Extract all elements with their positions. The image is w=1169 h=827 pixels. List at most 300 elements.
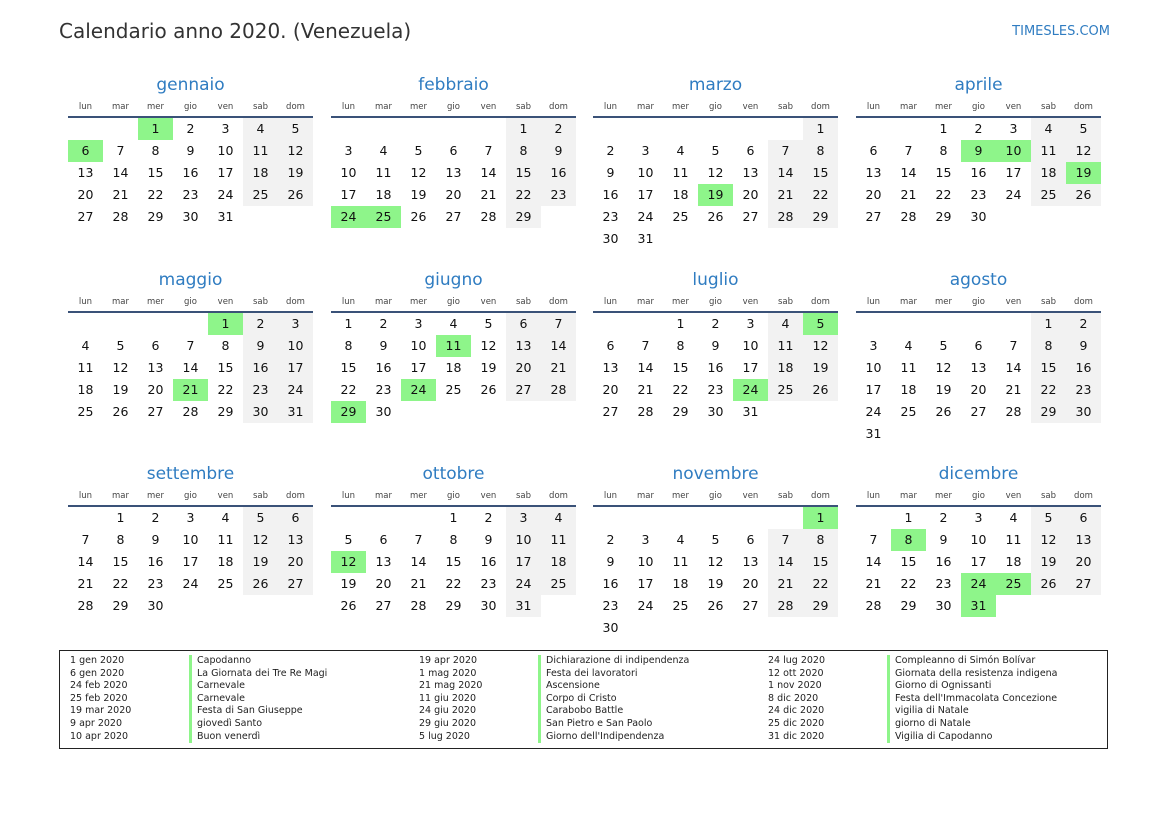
day-cell: 10 xyxy=(865,360,882,375)
day-cell: 19 xyxy=(243,551,278,573)
day-cell: 12 xyxy=(935,360,952,375)
day-cell: 29 xyxy=(935,209,952,224)
day-cell: 14 xyxy=(865,554,882,569)
day-cell: 15 xyxy=(445,554,462,569)
day-cell: 28 xyxy=(541,379,576,401)
weekday-label: lun xyxy=(341,491,356,501)
day-cell: 12 xyxy=(707,554,724,569)
day-cell: 6 xyxy=(151,338,160,353)
day-cell: 25 xyxy=(243,184,278,206)
day-cell: 10 xyxy=(742,338,759,353)
day-cell: 8 xyxy=(449,532,458,547)
day-cell: 10 xyxy=(996,140,1031,162)
week-row xyxy=(856,313,1101,335)
day-cell: 7 xyxy=(116,143,125,158)
empty-cell xyxy=(243,595,278,617)
day-cell: 28 xyxy=(77,598,94,613)
weekday-label: lun xyxy=(603,102,618,112)
weekday-label: dom xyxy=(811,297,830,307)
day-cell: 8 xyxy=(344,338,353,353)
day-cell: 7 xyxy=(869,532,878,547)
week-row xyxy=(593,184,838,206)
day-cell: 20 xyxy=(77,187,94,202)
empty-cell xyxy=(471,401,506,423)
week-row xyxy=(331,379,576,401)
day-cell: 6 xyxy=(869,143,878,158)
day-cell: 2 xyxy=(484,510,493,525)
empty-cell xyxy=(856,118,891,140)
holiday-name: Giorno di Ognissanti xyxy=(887,680,1107,693)
month-gennaio xyxy=(68,74,313,228)
empty-cell xyxy=(173,313,208,335)
day-cell: 9 xyxy=(151,532,160,547)
week-row xyxy=(593,335,838,357)
week-row xyxy=(68,140,313,162)
weekday-label: sab xyxy=(1040,491,1057,501)
weekday-label: gio xyxy=(709,102,722,112)
weekday-header xyxy=(331,293,576,311)
weekday-label: sab xyxy=(1040,297,1057,307)
day-cell: 7 xyxy=(768,529,803,551)
empty-cell xyxy=(593,118,628,140)
legend-group xyxy=(60,655,409,748)
weekday-label: mar xyxy=(375,297,392,307)
day-cell: 8 xyxy=(803,140,838,162)
empty-cell xyxy=(803,617,838,639)
week-row xyxy=(68,401,313,423)
day-cell: 7 xyxy=(541,313,576,335)
holiday-date: 12 ott 2020 xyxy=(768,667,824,679)
day-cell: 7 xyxy=(904,143,913,158)
day-cell: 10 xyxy=(217,143,234,158)
day-cell: 19 xyxy=(698,184,733,206)
day-cell: 3 xyxy=(221,121,230,136)
empty-cell xyxy=(436,118,471,140)
day-cell: 23 xyxy=(541,184,576,206)
empty-cell xyxy=(768,507,803,529)
week-row xyxy=(593,118,838,140)
month-luglio xyxy=(593,269,838,423)
day-cell: 29 xyxy=(217,404,234,419)
day-cell: 13 xyxy=(278,529,313,551)
day-cell: 20 xyxy=(1066,551,1101,573)
day-cell: 29 xyxy=(445,598,462,613)
weekday-label: mar xyxy=(375,102,392,112)
day-cell: 1 xyxy=(138,118,173,140)
holiday-date: 29 giu 2020 xyxy=(419,717,476,729)
holiday-date: 1 gen 2020 xyxy=(70,655,125,666)
weekday-label: gio xyxy=(184,491,197,501)
month-name: novembre xyxy=(672,464,759,484)
day-cell: 23 xyxy=(1066,379,1101,401)
holiday-name: Corpo di Cristo xyxy=(538,693,758,706)
day-cell: 15 xyxy=(340,360,357,375)
week-row xyxy=(331,595,576,617)
empty-cell xyxy=(733,507,768,529)
empty-cell xyxy=(331,118,366,140)
day-cell: 8 xyxy=(506,140,541,162)
day-cell: 14 xyxy=(900,165,917,180)
day-cell: 18 xyxy=(243,162,278,184)
day-cell: 25 xyxy=(996,573,1031,595)
day-cell: 6 xyxy=(606,338,615,353)
day-cell: 6 xyxy=(68,140,103,162)
weekday-label: dom xyxy=(549,102,568,112)
week-row xyxy=(68,184,313,206)
day-cell: 17 xyxy=(742,360,759,375)
weekday-label: ven xyxy=(480,297,497,307)
day-cell: 24 xyxy=(331,206,366,228)
empty-cell xyxy=(68,118,103,140)
weekday-label: mer xyxy=(146,491,164,501)
day-cell: 1 xyxy=(803,118,838,140)
weekday-label: ven xyxy=(1005,102,1022,112)
month-agosto xyxy=(856,269,1101,445)
holiday-date: 1 mag 2020 xyxy=(419,667,477,679)
day-cell: 26 xyxy=(112,404,129,419)
weekday-label: dom xyxy=(811,102,830,112)
day-cell: 18 xyxy=(672,576,689,591)
weekday-label: sab xyxy=(515,102,532,112)
empty-cell xyxy=(996,313,1031,335)
holiday-name: vigilia di Natale xyxy=(887,705,1107,718)
day-cell: 25 xyxy=(366,206,401,228)
day-cell: 4 xyxy=(768,313,803,335)
day-cell: 6 xyxy=(1066,507,1101,529)
holiday-date: 25 feb 2020 xyxy=(70,692,128,704)
empty-cell xyxy=(401,118,436,140)
week-row xyxy=(68,573,313,595)
day-cell: 13 xyxy=(865,165,882,180)
day-cell: 3 xyxy=(974,510,983,525)
week-row xyxy=(856,379,1101,401)
day-cell: 17 xyxy=(506,551,541,573)
week-row xyxy=(68,118,313,140)
week-row xyxy=(856,357,1101,379)
day-cell: 27 xyxy=(506,379,541,401)
day-cell: 9 xyxy=(961,140,996,162)
day-cell: 3 xyxy=(506,507,541,529)
week-row xyxy=(856,595,1101,617)
day-cell: 29 xyxy=(112,598,129,613)
weekday-label: lun xyxy=(603,297,618,307)
day-cell: 24 xyxy=(278,379,313,401)
day-cell: 16 xyxy=(480,554,497,569)
weekday-header xyxy=(856,98,1101,116)
empty-cell xyxy=(663,118,698,140)
month-giugno xyxy=(331,269,576,423)
weekday-label: mer xyxy=(671,102,689,112)
day-cell: 1 xyxy=(803,507,838,529)
day-cell: 12 xyxy=(1066,140,1101,162)
day-cell: 24 xyxy=(217,187,234,202)
holiday-name: giorno di Natale xyxy=(887,718,1107,731)
holiday-legend xyxy=(59,650,1108,749)
day-cell: 5 xyxy=(939,338,948,353)
day-cell: 24 xyxy=(401,379,436,401)
empty-cell xyxy=(593,507,628,529)
empty-cell xyxy=(768,617,803,639)
empty-cell xyxy=(541,401,576,423)
day-cell: 18 xyxy=(445,360,462,375)
day-cell: 27 xyxy=(77,209,94,224)
week-row xyxy=(68,313,313,335)
day-cell: 20 xyxy=(970,382,987,397)
day-cell: 7 xyxy=(484,143,493,158)
day-cell: 6 xyxy=(746,532,755,547)
legend-names xyxy=(526,655,758,748)
day-cell: 13 xyxy=(375,554,392,569)
day-cell: 19 xyxy=(1066,162,1101,184)
day-cell: 24 xyxy=(961,573,996,595)
weekday-label: mer xyxy=(146,297,164,307)
day-cell: 17 xyxy=(217,165,234,180)
weekday-label: ven xyxy=(480,491,497,501)
day-cell: 25 xyxy=(672,209,689,224)
day-cell: 26 xyxy=(278,184,313,206)
day-cell: 21 xyxy=(112,187,129,202)
empty-cell xyxy=(698,617,733,639)
day-cell: 17 xyxy=(410,360,427,375)
day-cell: 5 xyxy=(243,507,278,529)
day-cell: 21 xyxy=(1005,382,1022,397)
day-cell: 23 xyxy=(970,187,987,202)
week-row xyxy=(331,118,576,140)
empty-cell xyxy=(173,595,208,617)
day-cell: 26 xyxy=(243,573,278,595)
weekday-label: sab xyxy=(252,102,269,112)
weekday-label: sab xyxy=(515,491,532,501)
empty-cell xyxy=(926,423,961,445)
holiday-name: Capodanno xyxy=(189,655,409,668)
day-cell: 31 xyxy=(961,595,996,617)
holiday-date: 21 mag 2020 xyxy=(419,680,483,692)
holiday-date: 10 apr 2020 xyxy=(70,730,129,742)
day-cell: 24 xyxy=(506,573,541,595)
empty-cell xyxy=(243,206,278,228)
day-cell: 2 xyxy=(606,532,615,547)
day-cell: 11 xyxy=(243,140,278,162)
empty-cell xyxy=(891,313,926,335)
day-cell: 21 xyxy=(77,576,94,591)
day-cell: 7 xyxy=(414,532,423,547)
month-name: aprile xyxy=(954,75,1003,95)
day-cell: 18 xyxy=(1031,162,1066,184)
holiday-name: Ascensione xyxy=(538,680,758,693)
day-cell: 27 xyxy=(147,404,164,419)
day-cell: 13 xyxy=(445,165,462,180)
day-cell: 25 xyxy=(217,576,234,591)
empty-cell xyxy=(891,118,926,140)
empty-cell xyxy=(471,118,506,140)
day-cell: 23 xyxy=(243,379,278,401)
holiday-date: 1 nov 2020 xyxy=(768,680,822,692)
weekday-label: mar xyxy=(637,102,654,112)
day-cell: 8 xyxy=(116,532,125,547)
legend-dates xyxy=(758,655,875,748)
week-row xyxy=(593,206,838,228)
legend-dates xyxy=(60,655,177,748)
month-maggio xyxy=(68,269,313,423)
holiday-date: 31 dic 2020 xyxy=(768,730,825,742)
weekday-label: mer xyxy=(934,297,952,307)
day-cell: 21 xyxy=(865,576,882,591)
day-cell: 31 xyxy=(217,209,234,224)
day-cell: 2 xyxy=(186,121,195,136)
site-link[interactable]: TIMESLES.COM xyxy=(1012,24,1110,39)
day-cell: 3 xyxy=(746,316,755,331)
day-cell: 25 xyxy=(768,379,803,401)
day-cell: 27 xyxy=(445,209,462,224)
day-cell: 25 xyxy=(541,573,576,595)
day-cell: 4 xyxy=(81,338,90,353)
empty-cell xyxy=(891,423,926,445)
day-cell: 27 xyxy=(742,598,759,613)
day-cell: 23 xyxy=(147,576,164,591)
day-cell: 27 xyxy=(375,598,392,613)
day-cell: 16 xyxy=(707,360,724,375)
day-cell: 11 xyxy=(900,360,917,375)
day-cell: 4 xyxy=(379,143,388,158)
day-cell: 29 xyxy=(803,595,838,617)
day-cell: 21 xyxy=(173,379,208,401)
day-cell: 3 xyxy=(641,532,650,547)
day-cell: 2 xyxy=(243,313,278,335)
day-cell: 29 xyxy=(147,209,164,224)
day-cell: 17 xyxy=(278,357,313,379)
day-cell: 11 xyxy=(436,335,471,357)
day-cell: 26 xyxy=(1031,573,1066,595)
day-cell: 24 xyxy=(182,576,199,591)
empty-cell xyxy=(331,507,366,529)
week-row xyxy=(856,423,1101,445)
day-cell: 24 xyxy=(1005,187,1022,202)
week-row xyxy=(856,573,1101,595)
empty-cell xyxy=(856,507,891,529)
day-cell: 27 xyxy=(1066,573,1101,595)
day-cell: 30 xyxy=(182,209,199,224)
day-cell: 16 xyxy=(602,187,619,202)
day-cell: 28 xyxy=(182,404,199,419)
holiday-date: 8 dic 2020 xyxy=(768,692,819,704)
weekday-label: gio xyxy=(184,297,197,307)
day-cell: 9 xyxy=(711,338,720,353)
empty-cell xyxy=(628,507,663,529)
day-cell: 17 xyxy=(340,187,357,202)
holiday-name: Giorno dell'Indipendenza xyxy=(538,731,758,744)
day-cell: 11 xyxy=(768,335,803,357)
holiday-date: 5 lug 2020 xyxy=(419,730,470,742)
day-cell: 17 xyxy=(182,554,199,569)
day-cell: 21 xyxy=(768,184,803,206)
empty-cell xyxy=(68,313,103,335)
weekday-label: gio xyxy=(447,491,460,501)
weekday-label: ven xyxy=(480,102,497,112)
weekday-header xyxy=(856,487,1101,505)
week-row xyxy=(68,379,313,401)
week-row xyxy=(331,551,576,573)
empty-cell xyxy=(663,228,698,250)
week-row xyxy=(68,335,313,357)
empty-cell xyxy=(663,507,698,529)
holiday-name: Vigilia di Capodanno xyxy=(887,731,1107,744)
weekday-label: dom xyxy=(811,491,830,501)
day-cell: 2 xyxy=(541,118,576,140)
day-cell: 29 xyxy=(331,401,366,423)
day-cell: 22 xyxy=(803,184,838,206)
holiday-name: Carnevale xyxy=(189,680,409,693)
day-cell: 7 xyxy=(1009,338,1018,353)
day-cell: 2 xyxy=(1066,313,1101,335)
day-cell: 14 xyxy=(637,360,654,375)
day-cell: 3 xyxy=(278,313,313,335)
empty-cell xyxy=(768,228,803,250)
day-cell: 22 xyxy=(672,382,689,397)
day-cell: 8 xyxy=(221,338,230,353)
weekday-label: dom xyxy=(549,491,568,501)
day-cell: 1 xyxy=(116,510,125,525)
day-cell: 15 xyxy=(147,165,164,180)
holiday-name: Carabobo Battle xyxy=(538,705,758,718)
day-cell: 14 xyxy=(182,360,199,375)
weekday-label: mer xyxy=(146,102,164,112)
empty-cell xyxy=(926,313,961,335)
empty-cell xyxy=(663,617,698,639)
day-cell: 1 xyxy=(1031,313,1066,335)
day-cell: 8 xyxy=(803,529,838,551)
empty-cell xyxy=(1031,423,1066,445)
empty-cell xyxy=(628,617,663,639)
legend-names xyxy=(875,655,1107,748)
day-cell: 15 xyxy=(803,162,838,184)
day-cell: 9 xyxy=(606,165,615,180)
day-cell: 7 xyxy=(81,532,90,547)
day-cell: 8 xyxy=(151,143,160,158)
weekday-label: mer xyxy=(671,491,689,501)
empty-cell xyxy=(278,595,313,617)
day-cell: 28 xyxy=(480,209,497,224)
holiday-name: Carnevale xyxy=(189,693,409,706)
weekday-label: sab xyxy=(777,102,794,112)
day-cell: 6 xyxy=(449,143,458,158)
day-cell: 23 xyxy=(182,187,199,202)
day-cell: 12 xyxy=(278,140,313,162)
day-cell: 1 xyxy=(676,316,685,331)
day-cell: 19 xyxy=(1031,551,1066,573)
day-cell: 13 xyxy=(602,360,619,375)
month-name: luglio xyxy=(692,270,739,290)
day-cell: 3 xyxy=(414,316,423,331)
week-row xyxy=(856,206,1101,228)
day-cell: 5 xyxy=(711,143,720,158)
day-cell: 26 xyxy=(480,382,497,397)
empty-cell xyxy=(541,206,576,228)
day-cell: 24 xyxy=(637,598,654,613)
day-cell: 1 xyxy=(904,510,913,525)
week-row xyxy=(593,228,838,250)
empty-cell xyxy=(961,423,996,445)
day-cell: 31 xyxy=(742,404,759,419)
month-aprile xyxy=(856,74,1101,228)
week-row xyxy=(856,401,1101,423)
weekday-label: gio xyxy=(709,297,722,307)
month-novembre xyxy=(593,463,838,639)
weekday-label: sab xyxy=(777,491,794,501)
day-cell: 11 xyxy=(672,165,689,180)
weekday-label: dom xyxy=(1074,102,1093,112)
empty-cell xyxy=(1031,206,1066,228)
month-ottobre xyxy=(331,463,576,617)
